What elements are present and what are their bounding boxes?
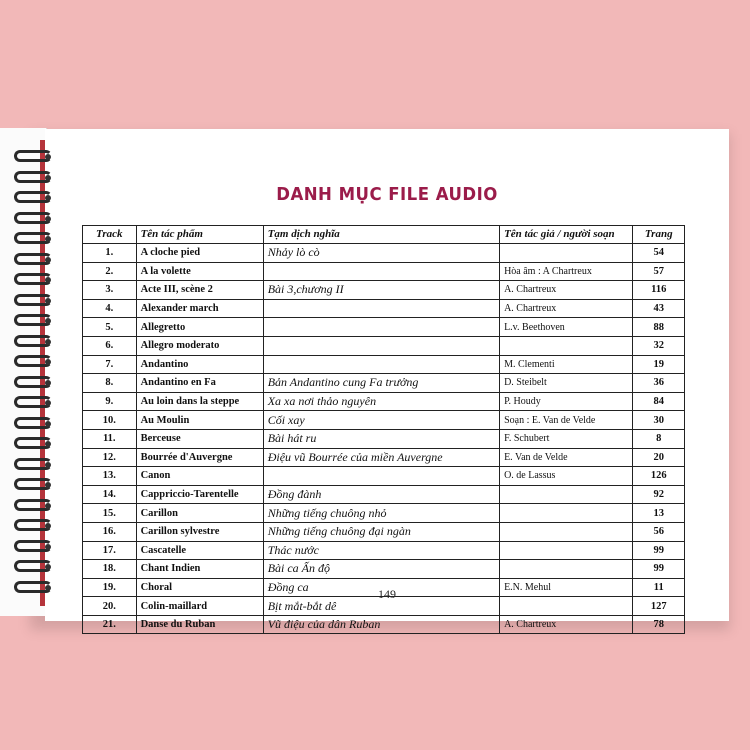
- table-row: [83, 467, 685, 486]
- spiral-ring: [14, 294, 52, 306]
- track-cell: 13.: [83, 467, 137, 486]
- title-cell: A cloche pied: [136, 244, 263, 263]
- table-row: [83, 355, 685, 374]
- title-cell: Andantino en Fa: [136, 374, 263, 393]
- spiral-ring: [14, 314, 52, 326]
- author-cell: [500, 560, 633, 579]
- page-title: DANH MỤC FILE AUDIO: [276, 184, 498, 205]
- header-title: Tên tác phẩm: [136, 226, 263, 244]
- meaning-cell: Bản Andantino cung Fa trưởng: [263, 374, 499, 393]
- spiral-ring: [14, 581, 52, 593]
- track-cell: 11.: [83, 429, 137, 448]
- track-cell: 8.: [83, 374, 137, 393]
- title-cell: Au Moulin: [136, 411, 263, 430]
- author-cell: F. Schubert: [500, 429, 633, 448]
- spiral-ring: [14, 253, 52, 265]
- track-cell: 21.: [83, 615, 137, 634]
- spiral-ring: [14, 376, 52, 388]
- title-cell: Danse du Ruban: [136, 615, 263, 634]
- book-page: [45, 129, 729, 632]
- track-cell: 5.: [83, 318, 137, 337]
- page-cell: 56: [633, 522, 685, 541]
- meaning-cell: Bài 3,chương II: [263, 281, 499, 300]
- author-cell: [500, 485, 633, 504]
- page-number: 149: [378, 587, 396, 601]
- page-cell: 99: [633, 560, 685, 579]
- page-cell: 54: [633, 244, 685, 263]
- page-cell: 57: [633, 262, 685, 281]
- spiral-ring: [14, 396, 52, 408]
- author-cell: [500, 244, 633, 263]
- track-cell: 14.: [83, 485, 137, 504]
- spiral-ring: [14, 191, 52, 203]
- table-row: [83, 336, 685, 355]
- track-cell: 7.: [83, 355, 137, 374]
- meaning-cell: Vũ điệu của dân Ruban: [263, 615, 499, 634]
- track-cell: 15.: [83, 504, 137, 523]
- track-cell: 20.: [83, 597, 137, 616]
- title-cell: Cascatelle: [136, 541, 263, 560]
- meaning-cell: Thác nước: [263, 541, 499, 560]
- meaning-cell: Cối xay: [263, 411, 499, 430]
- page-cell: 19: [633, 355, 685, 374]
- author-cell: [500, 522, 633, 541]
- table-row: [83, 448, 685, 467]
- spiral-ring: [14, 212, 52, 224]
- track-cell: 4.: [83, 299, 137, 318]
- title-cell: Alexander march: [136, 299, 263, 318]
- meaning-cell: [263, 336, 499, 355]
- spiral-ring: [14, 417, 52, 429]
- table-row: [83, 244, 685, 263]
- title-cell: Acte III, scène 2: [136, 281, 263, 300]
- table-row: [83, 485, 685, 504]
- track-cell: 1.: [83, 244, 137, 263]
- meaning-cell: Nhảy lò cò: [263, 244, 499, 263]
- title-cell: Allegro moderato: [136, 336, 263, 355]
- title-cell: Carillon sylvestre: [136, 522, 263, 541]
- author-cell: L.v. Beethoven: [500, 318, 633, 337]
- table-body: [83, 244, 685, 634]
- track-cell: 9.: [83, 392, 137, 411]
- meaning-cell: [263, 467, 499, 486]
- track-cell: 17.: [83, 541, 137, 560]
- title-cell: Andantino: [136, 355, 263, 374]
- author-cell: [500, 541, 633, 560]
- title-cell: Cappriccio-Tarentelle: [136, 485, 263, 504]
- table-row: [83, 318, 685, 337]
- table-row: [83, 615, 685, 634]
- author-cell: M. Clementi: [500, 355, 633, 374]
- author-cell: Hòa âm : A Chartreux: [500, 262, 633, 281]
- spiral-ring: [14, 519, 52, 531]
- table-row: [83, 522, 685, 541]
- header-author: Tên tác giả / người soạn: [500, 226, 633, 244]
- header-track: Track: [83, 226, 137, 244]
- title-cell: Au loin dans la steppe: [136, 392, 263, 411]
- author-cell: Soạn : E. Van de Velde: [500, 411, 633, 430]
- title-cell: Berceuse: [136, 429, 263, 448]
- table-row: [83, 392, 685, 411]
- title-cell: Canon: [136, 467, 263, 486]
- author-cell: A. Chartreux: [500, 299, 633, 318]
- spiral-ring: [14, 355, 52, 367]
- track-cell: 10.: [83, 411, 137, 430]
- page-cell: 92: [633, 485, 685, 504]
- page-cell: 20: [633, 448, 685, 467]
- meaning-cell: Những tiếng chuông nhỏ: [263, 504, 499, 523]
- page-cell: 88: [633, 318, 685, 337]
- audio-table: [82, 225, 685, 634]
- meaning-cell: Xa xa nơi thảo nguyên: [263, 392, 499, 411]
- page-cell: 13: [633, 504, 685, 523]
- meaning-cell: Điệu vũ Bourrée của miền Auvergne: [263, 448, 499, 467]
- spiral-ring: [14, 560, 52, 572]
- page-cell: 30: [633, 411, 685, 430]
- page-cell: 32: [633, 336, 685, 355]
- track-cell: 16.: [83, 522, 137, 541]
- table-row: [83, 299, 685, 318]
- title-cell: Carillon: [136, 504, 263, 523]
- author-cell: D. Steibelt: [500, 374, 633, 393]
- author-cell: P. Houdy: [500, 392, 633, 411]
- table-row: [83, 541, 685, 560]
- page-cell: 36: [633, 374, 685, 393]
- spiral-binding: [14, 150, 54, 610]
- table-row: [83, 504, 685, 523]
- meaning-cell: Bài ca Ấn độ: [263, 560, 499, 579]
- spiral-ring: [14, 232, 52, 244]
- track-cell: 3.: [83, 281, 137, 300]
- table-row: [83, 429, 685, 448]
- track-cell: 6.: [83, 336, 137, 355]
- meaning-cell: Những tiếng chuông đại ngàn: [263, 522, 499, 541]
- spiral-ring: [14, 335, 52, 347]
- author-cell: [500, 504, 633, 523]
- meaning-cell: [263, 299, 499, 318]
- spiral-ring: [14, 458, 52, 470]
- spiral-ring: [14, 540, 52, 552]
- author-cell: [500, 336, 633, 355]
- header-meaning: Tạm dịch nghĩa: [263, 226, 499, 244]
- meaning-cell: Đồng ca: [263, 578, 499, 597]
- page-cell: 127: [633, 597, 685, 616]
- meaning-cell: [263, 318, 499, 337]
- author-cell: E. Van de Velde: [500, 448, 633, 467]
- title-cell: A la volette: [136, 262, 263, 281]
- spiral-ring: [14, 437, 52, 449]
- author-cell: A. Chartreux: [500, 615, 633, 634]
- author-cell: O. de Lassus: [500, 467, 633, 486]
- page-cell: 84: [633, 392, 685, 411]
- track-cell: 18.: [83, 560, 137, 579]
- header-page: Trang: [633, 226, 685, 244]
- spiral-ring: [14, 150, 52, 162]
- page-cell: 116: [633, 281, 685, 300]
- track-cell: 12.: [83, 448, 137, 467]
- author-cell: E.N. Mehul: [500, 578, 633, 597]
- page-cell: 99: [633, 541, 685, 560]
- spiral-ring: [14, 499, 52, 511]
- page-cell: 11: [633, 578, 685, 597]
- title-cell: Colin-maillard: [136, 597, 263, 616]
- meaning-cell: Đồng đành: [263, 485, 499, 504]
- page-cell: 43: [633, 299, 685, 318]
- spiral-ring: [14, 171, 52, 183]
- table-header-row: [83, 226, 685, 244]
- meaning-cell: [263, 262, 499, 281]
- track-cell: 19.: [83, 578, 137, 597]
- author-cell: A. Chartreux: [500, 281, 633, 300]
- table-row: [83, 262, 685, 281]
- spiral-ring: [14, 273, 52, 285]
- meaning-cell: Bài hát ru: [263, 429, 499, 448]
- spiral-ring: [14, 478, 52, 490]
- page-cell: 126: [633, 467, 685, 486]
- title-cell: Bourrée d'Auvergne: [136, 448, 263, 467]
- table-row: [83, 560, 685, 579]
- title-cell: Chant Indien: [136, 560, 263, 579]
- page-cell: 8: [633, 429, 685, 448]
- table-row: [83, 411, 685, 430]
- page-cell: 78: [633, 615, 685, 634]
- track-cell: 2.: [83, 262, 137, 281]
- title-cell: Choral: [136, 578, 263, 597]
- table-row: [83, 281, 685, 300]
- meaning-cell: [263, 355, 499, 374]
- meaning-cell: Bịt mắt-bắt dê: [263, 597, 499, 616]
- title-cell: Allegretto: [136, 318, 263, 337]
- table-row: [83, 374, 685, 393]
